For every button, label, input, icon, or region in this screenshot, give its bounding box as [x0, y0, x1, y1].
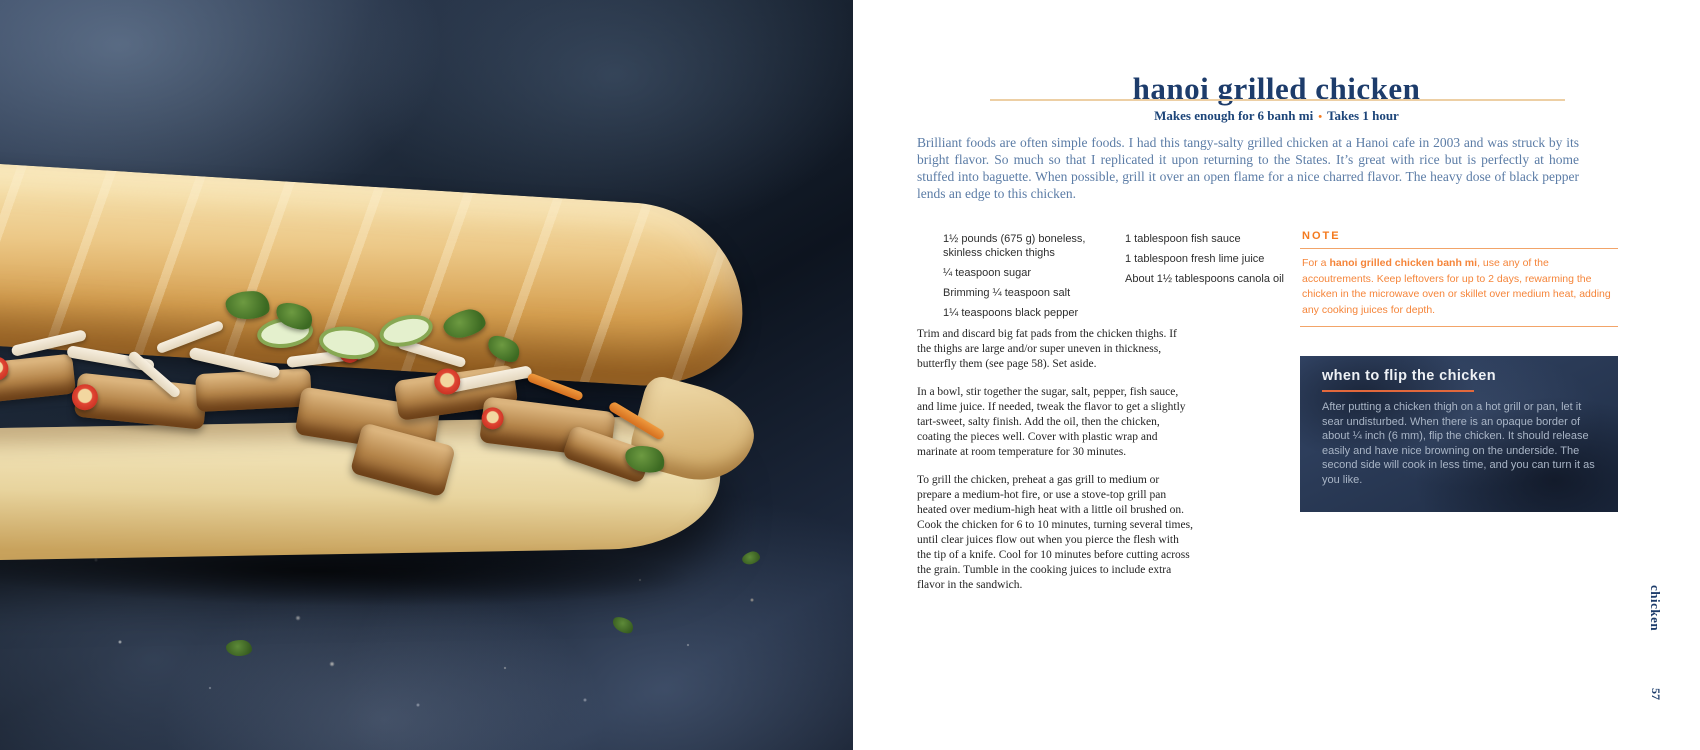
carrot-strip	[526, 372, 583, 401]
yield-line	[853, 108, 1700, 124]
recipe-page	[853, 0, 1700, 750]
yield-takes: Takes 1 hour	[1327, 108, 1399, 123]
tip-box-body: After putting a chicken thigh on a hot grill or pan, let it sear undisturbed. When there is an opaque border of about ¼ inch (6 mm), flip the chicken. It should release easily and have nice browning on the underside. The second side will cook in less time, and you can turn it as you like.	[1322, 401, 1595, 486]
note-top-rule	[1300, 248, 1618, 249]
tip-box-rule	[1322, 390, 1474, 392]
ingredient-item: ¼ teaspoon sugar	[943, 267, 1032, 279]
carrot-strip	[607, 401, 665, 442]
chapter-label: chicken	[1648, 585, 1663, 632]
ingredient-column-2	[1125, 232, 1285, 292]
ingredient-item: 1 tablespoon fish sauce	[1125, 233, 1241, 245]
tip-box-heading: when to flip the chicken	[1322, 368, 1496, 384]
note-label: NOTE	[1302, 230, 1341, 242]
ingredient-item: 1½ pounds (675 g) boneless, skinless chicken thighs	[943, 233, 1086, 259]
yield-separator-bullet: •	[1318, 111, 1323, 123]
ingredient-item: 1 tablespoon fresh lime juice	[1125, 253, 1265, 265]
recipe-title: hanoi grilled chicken	[1132, 70, 1421, 106]
tip-box	[1300, 356, 1618, 512]
banh-mi-sandwich	[0, 177, 804, 612]
chicken-strip	[195, 368, 312, 412]
sandwich-filling	[0, 305, 747, 489]
recipe-intro: Brilliant foods are often simple foods. I had this tangy-salty grilled chicken at a Hanoi cafe in 2003 and was struck by its bright flavor. So much so that I replicated it upon returning to the States. It’s great with rice but is perfectly at home stuffed into baguette. When possible, grill it over an open flame for a nice charred flavor. The heavy dose of black pepper lends an edge to this chicken.	[917, 135, 1579, 201]
title-rule	[990, 99, 1565, 101]
method-steps	[917, 327, 1193, 606]
cilantro-leaf	[226, 640, 252, 656]
step-paragraph: Trim and discard big fat pads from the chicken thighs. If the thighs are large and/or super uneven in thickness, butterfly them (see page 58). Set aside.	[917, 328, 1177, 370]
ingredient-item: 1¼ teaspoons black pepper	[943, 307, 1079, 319]
cilantro-sprig	[225, 291, 269, 320]
ingredient-item: Brimming ¼ teaspoon salt	[943, 287, 1071, 299]
note-bold-dish-name: hanoi grilled chicken banh mi	[1329, 257, 1478, 269]
cucumber-slice	[376, 310, 435, 351]
note-text: For a hanoi grilled chicken banh mi, use any of the accoutrements. Keep leftovers for up to 2 days, rewarming the chicken in the microwave oven or skillet over medium heat, adding any cooking juices for depth.	[1302, 257, 1611, 316]
page-number: 57	[1649, 688, 1663, 700]
step-paragraph: In a bowl, stir together the sugar, salt, pepper, fish sauce, and lime juice. If needed, tweak the flavor to get a slightly tart-sweet, salty finish. Add the oil, then the chicken, coating the pieces well. Cover with plastic wrap and marinate at room temperature for 30 minutes.	[917, 386, 1186, 458]
chicken-strip	[0, 354, 76, 405]
ingredient-column-1	[943, 232, 1113, 326]
cilantro-sprig	[484, 330, 524, 366]
note-sidebar	[1300, 230, 1618, 334]
ingredient-item: About 1½ tablespoons canola oil	[1125, 273, 1285, 285]
yield-makes: Makes enough for 6 banh mi	[1154, 108, 1314, 123]
step-paragraph: To grill the chicken, preheat a gas grill to medium or prepare a medium-hot fire, or use a stove-top grill pan heated over medium-high heat with a little oil brushed on. Cook the chicken for 6 to 10 minutes, turning several times, until clear juices flow out when you pierce the flesh with the tip of a knife. Cool for 10 minutes before cutting across the grain. Tumble in the cooking juices to include extra flavor in the sandwich.	[917, 474, 1193, 591]
note-bottom-rule	[1300, 326, 1618, 327]
